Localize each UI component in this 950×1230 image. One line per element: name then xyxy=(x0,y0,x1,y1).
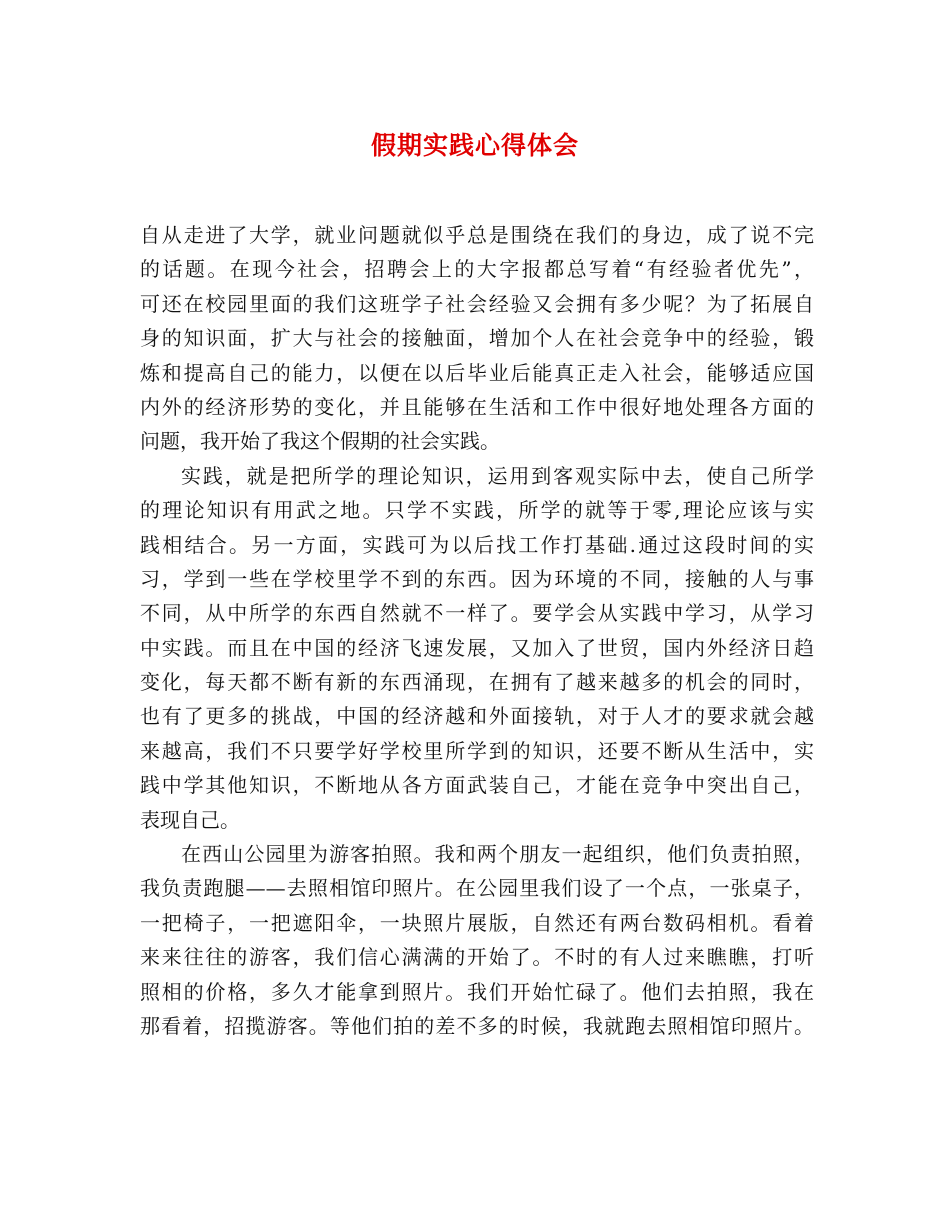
text-line: 一把椅子，一把遮阳伞，一块照片展版，自然还有两台数码相机。看着 xyxy=(140,910,814,935)
paragraph-3 xyxy=(140,837,814,1043)
paragraph-2 xyxy=(140,459,814,837)
text-line: 来来往往的游客，我们信心满满的开始了。不时的有人过来瞧瞧，打听 xyxy=(140,945,814,970)
text-line: 身的知识面，扩大与社会的接触面，增加个人在社会竞争中的经验，锻 xyxy=(140,326,814,351)
text-line: 不同，从中所学的东西自然就不一样了。要学会从实践中学习，从学习 xyxy=(140,601,814,626)
text-line: 内外的经济形势的变化，并且能够在生活和工作中很好地处理各方面的 xyxy=(140,394,814,419)
text-line: 实践，就是把所学的理论知识，运用到客观实际中去，使自己所学 xyxy=(181,463,814,488)
text-line: 表现自己。 xyxy=(140,807,240,832)
text-line: 中实践。而且在中国的经济飞速发展，又加入了世贸，国内外经济日趋 xyxy=(140,635,814,660)
paragraph-1 xyxy=(140,218,814,459)
text-line: 我负责跑腿——去照相馆印照片。在公园里我们设了一个点，一张桌子， xyxy=(140,876,814,901)
text-line: 的理论知识有用武之地。只学不实践，所学的就等于零,理论应该与实 xyxy=(140,498,814,523)
text-line: 自从走进了大学，就业问题就似乎总是围绕在我们的身边，成了说不完 xyxy=(140,223,814,247)
text-line: 在西山公园里为游客拍照。我和两个朋友一起组织，他们负责拍照， xyxy=(181,842,814,867)
text-line: 变化，每天都不断有新的东西涌现，在拥有了越来越多的机会的同时， xyxy=(140,670,814,695)
text-line: 炼和提高自己的能力，以便在以后毕业后能真正走入社会，能够适应国 xyxy=(140,360,814,385)
document-body xyxy=(140,218,814,1043)
document-title: 假期实践心得体会 xyxy=(370,131,579,160)
text-line: 践相结合。另一方面，实践可为以后找工作打基础.通过这段时间的实 xyxy=(140,532,814,557)
text-line: 照相的价格，多久才能拿到照片。我们开始忙碌了。他们去拍照，我在 xyxy=(140,979,814,1004)
text-line: 践中学其他知识，不断地从各方面武装自己，才能在竞争中突出自己， xyxy=(140,773,814,798)
text-line: 可还在校园里面的我们这班学子社会经验又会拥有多少呢？为了拓展自 xyxy=(140,291,814,316)
text-line: 那看着，招揽游客。等他们拍的差不多的时候，我就跑去照相馆印照片。 xyxy=(140,1013,814,1038)
text-line: 的话题。在现今社会，招聘会上的大字报都总写着“有经验者优先”， xyxy=(140,257,814,282)
text-line: 来越高，我们不只要学好学校里所学到的知识，还要不断从生活中，实 xyxy=(140,738,814,763)
text-line: 习，学到一些在学校里学不到的东西。因为环境的不同，接触的人与事 xyxy=(140,566,814,591)
text-line: 也有了更多的挑战，中国的经济越和外面接轨，对于人才的要求就会越 xyxy=(140,704,814,729)
text-line: 问题，我开始了我这个假期的社会实践。 xyxy=(140,429,500,454)
